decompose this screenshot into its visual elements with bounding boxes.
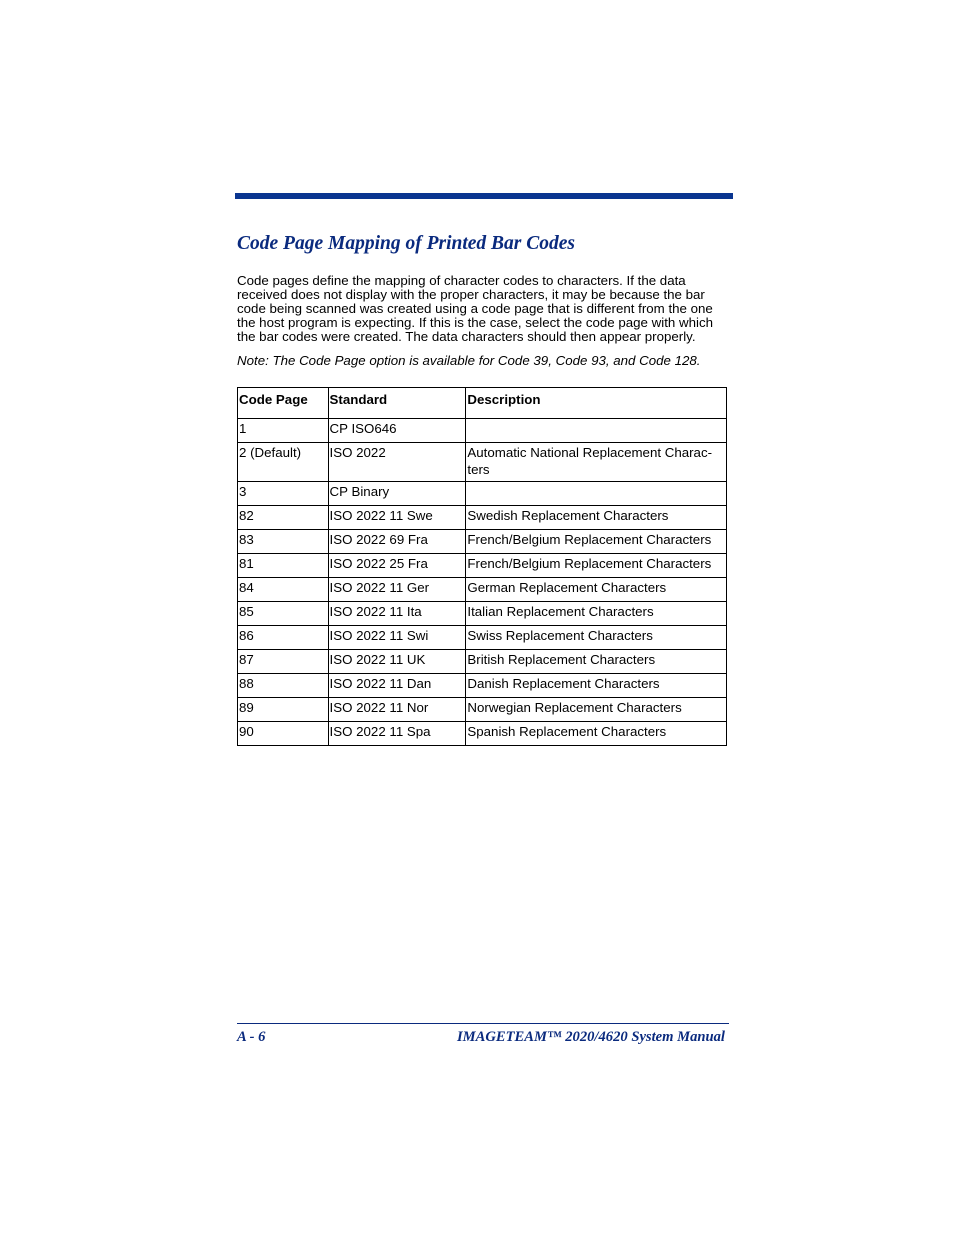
table-row [238,443,727,482]
cell-standard: ISO 2022 69 Fra [328,530,466,554]
code-page-table [237,387,727,746]
cell-description: Automatic National Replacement Charac- ters [466,443,727,482]
cell-description: French/Belgium Replacement Characters [466,554,727,578]
cell-code-page: 81 [238,554,329,578]
footer-rule [237,1023,729,1024]
table-body [238,419,727,746]
cell-description: Swedish Replacement Characters [466,506,727,530]
cell-description: Danish Replacement Characters [466,674,727,698]
cell-description [466,482,727,506]
table-header-row [238,388,727,419]
cell-code-page: 82 [238,506,329,530]
cell-standard: ISO 2022 11 Dan [328,674,466,698]
cell-description: British Replacement Characters [466,650,727,674]
cell-description [466,419,727,443]
page-title: Code Page Mapping of Printed Bar Codes [237,233,576,254]
cell-description: French/Belgium Replacement Characters [466,530,727,554]
cell-standard: ISO 2022 11 UK [328,650,466,674]
cell-code-page: 2 (Default) [238,443,329,482]
cell-standard: CP ISO646 [328,419,466,443]
table-row [238,698,727,722]
table-row [238,506,727,530]
table-row [238,554,727,578]
cell-description: Spanish Replacement Characters [466,722,727,746]
footer-manual-title: IMAGETEAM™ 2020/4620 System Manual [456,1029,725,1045]
header-code-page: Code Page [238,388,329,419]
table-row [238,419,727,443]
table-row [238,650,727,674]
cell-standard: ISO 2022 11 Nor [328,698,466,722]
cell-code-page: 83 [238,530,329,554]
intro-line: received does not display with the proper characters, it may be because the bar [237,287,705,302]
cell-code-page: 87 [238,650,329,674]
intro-line: the host program is expecting. If this is the case, select the code page with which [237,315,713,330]
header-standard: Standard [328,388,466,419]
intro-line: the bar codes were created. The data characters should then appear properly. [237,329,696,344]
intro-line: code being scanned was created using a code page that is different from the one [237,301,713,316]
cell-standard: ISO 2022 11 Ger [328,578,466,602]
cell-code-page: 1 [238,419,329,443]
cell-code-page: 85 [238,602,329,626]
cell-code-page: 88 [238,674,329,698]
note-text: Note: The Code Page option is available for Code 39, Code 93, and Code 128. [237,353,701,368]
table-row [238,602,727,626]
table-row [238,578,727,602]
cell-description: Italian Replacement Characters [466,602,727,626]
cell-standard: ISO 2022 11 Swi [328,626,466,650]
cell-code-page: 84 [238,578,329,602]
table-row [238,626,727,650]
header-description: Description [466,388,727,419]
table-row [238,674,727,698]
footer-page-number: A - 6 [237,1029,266,1045]
cell-code-page: 3 [238,482,329,506]
cell-description: Swiss Replacement Characters [466,626,727,650]
cell-standard: CP Binary [328,482,466,506]
cell-standard: ISO 2022 11 Ita [328,602,466,626]
cell-code-page: 86 [238,626,329,650]
table-row [238,722,727,746]
intro-paragraph [237,274,731,344]
cell-standard: ISO 2022 25 Fra [328,554,466,578]
intro-line: Code pages define the mapping of character codes to characters. If the data [237,273,686,288]
cell-standard: ISO 2022 [328,443,466,482]
cell-standard: ISO 2022 11 Spa [328,722,466,746]
table-row [238,530,727,554]
top-rule [235,193,733,199]
table-row [238,482,727,506]
cell-standard: ISO 2022 11 Swe [328,506,466,530]
cell-code-page: 89 [238,698,329,722]
cell-code-page: 90 [238,722,329,746]
cell-description: Norwegian Replacement Characters [466,698,727,722]
cell-description: German Replacement Characters [466,578,727,602]
